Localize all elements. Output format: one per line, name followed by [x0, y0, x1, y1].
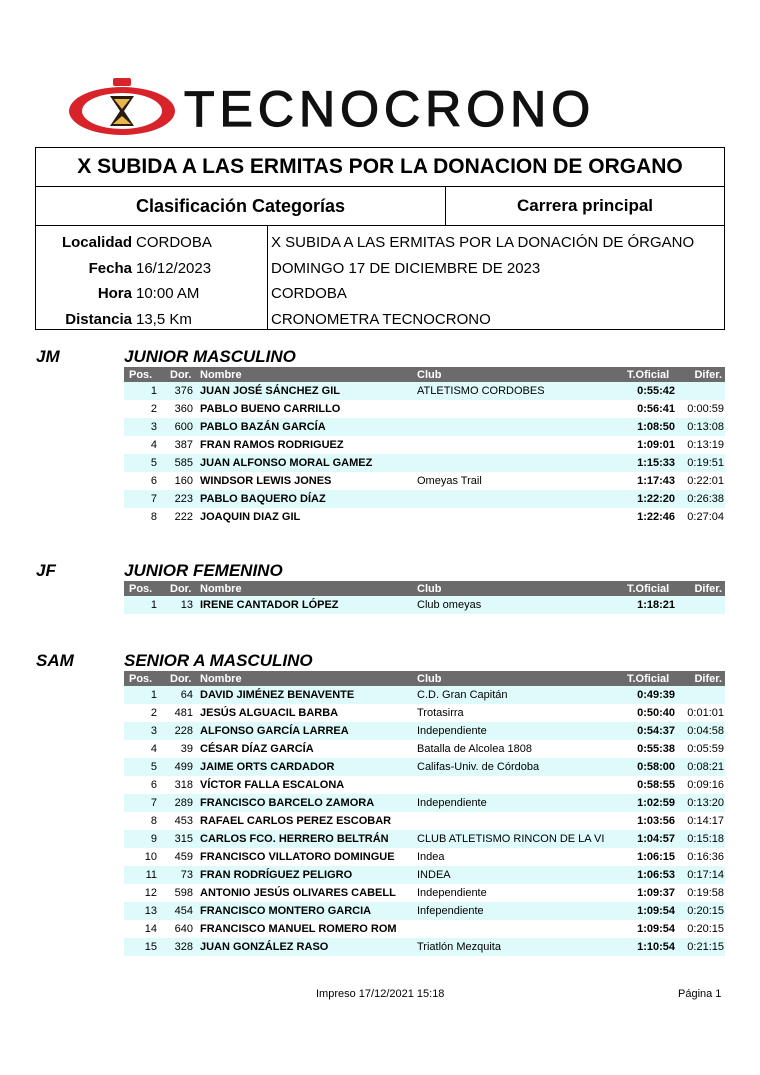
- column-header-club: Club: [417, 672, 442, 685]
- cell-difer: 0:27:04: [687, 511, 724, 523]
- results-table: [124, 581, 725, 614]
- cell-toficial: 0:56:41: [637, 403, 675, 415]
- cell-difer: 0:13:08: [687, 421, 724, 433]
- cell-pos: 9: [150, 833, 157, 845]
- cell-club: ATLETISMO CORDOBES: [417, 385, 545, 397]
- cell-difer: 0:01:01: [687, 707, 724, 719]
- column-header-club: Club: [417, 582, 442, 595]
- race-header: [35, 147, 725, 330]
- cell-pos: 8: [150, 815, 157, 827]
- cell-toficial: 0:50:40: [637, 707, 675, 719]
- cell-club: Independiente: [417, 887, 487, 899]
- cell-club: [417, 436, 617, 454]
- category-name: JUNIOR FEMENINO: [124, 561, 283, 580]
- cell-club: [417, 454, 617, 472]
- cell-pos: 2: [150, 403, 157, 415]
- results-table: [124, 671, 725, 956]
- table-row: [124, 508, 725, 526]
- detail-label: Fecha: [88, 259, 132, 277]
- column-header-dor: Dor.: [170, 672, 192, 685]
- column-header-nombre: Nombre: [200, 368, 242, 381]
- cell-club: [417, 920, 617, 938]
- cell-nombre: JAIME ORTS CARDADOR: [200, 761, 335, 773]
- description-line: DOMINGO 17 DE DICIEMBRE DE 2023: [271, 259, 541, 277]
- cell-toficial: 1:18:21: [637, 599, 675, 611]
- category-code: JM: [36, 347, 60, 366]
- category-name: SENIOR A MASCULINO: [124, 651, 313, 670]
- cell-nombre: PABLO BAQUERO DÍAZ: [200, 493, 326, 505]
- cell-toficial: 1:02:59: [637, 797, 675, 809]
- table-row: [124, 490, 725, 508]
- cell-toficial: 0:58:55: [637, 779, 675, 791]
- table-row: [124, 382, 725, 400]
- cell-toficial: 1:22:46: [637, 511, 675, 523]
- table-row: [124, 704, 725, 722]
- column-header-difer: Difer.: [694, 582, 722, 595]
- table-row: [124, 758, 725, 776]
- column-header-pos: Pos.: [129, 582, 153, 595]
- cell-dor: 459: [174, 851, 193, 863]
- cell-club: Triatlón Mezquita: [417, 941, 501, 953]
- column-header-nombre: Nombre: [200, 672, 242, 685]
- table-row: [124, 884, 725, 902]
- cell-pos: 14: [144, 923, 157, 935]
- cell-pos: 3: [150, 725, 157, 737]
- table-row: [124, 400, 725, 418]
- cell-difer: 0:19:51: [687, 457, 724, 469]
- cell-nombre: FRANCISCO MANUEL ROMERO ROM: [200, 923, 397, 935]
- cell-toficial: 1:10:54: [637, 941, 675, 953]
- cell-toficial: 0:55:38: [637, 743, 675, 755]
- cell-difer: [679, 686, 724, 704]
- table-header: [124, 671, 725, 686]
- cell-dor: 64: [180, 689, 193, 701]
- cell-toficial: 0:54:37: [637, 725, 675, 737]
- description-line: X SUBIDA A LAS ERMITAS POR LA DONACIÓN DE ÓRGANO: [271, 234, 695, 252]
- table-row: [124, 472, 725, 490]
- cell-dor: 223: [174, 493, 193, 505]
- race-details: [36, 226, 268, 329]
- stopwatch-icon: [66, 78, 178, 138]
- cell-club: C.D. Gran Capitán: [417, 689, 508, 701]
- cell-nombre: DAVID JIMÉNEZ BENAVENTE: [200, 689, 355, 701]
- cell-nombre: RAFAEL CARLOS PEREZ ESCOBAR: [200, 815, 392, 827]
- column-header-toficial: T.Oficial: [627, 368, 670, 381]
- race-type: Carrera principal: [516, 196, 654, 215]
- table-row: [124, 920, 725, 938]
- cell-dor: 598: [174, 887, 193, 899]
- cell-dor: 73: [180, 869, 193, 881]
- detail-value: 16/12/2023: [136, 259, 212, 277]
- cell-pos: 4: [150, 439, 157, 451]
- cell-nombre: FRANCISCO BARCELO ZAMORA: [200, 797, 375, 809]
- race-title: X SUBIDA A LAS ERMITAS POR LA DONACION DE ORGANO: [36, 148, 724, 187]
- cell-club: Infependiente: [417, 905, 484, 917]
- cell-dor: 376: [174, 385, 193, 397]
- page-number: Página 1: [678, 988, 722, 1000]
- cell-pos: 13: [144, 905, 157, 917]
- cell-difer: 0:13:19: [687, 439, 724, 451]
- cell-club: [417, 400, 617, 418]
- cell-nombre: JUAN ALFONSO MORAL GAMEZ: [200, 457, 373, 469]
- detail-value: 13,5 Km: [136, 310, 192, 328]
- cell-difer: 0:17:14: [687, 869, 724, 881]
- cell-nombre: FRANCISCO VILLATORO DOMINGUE: [200, 851, 395, 863]
- cell-pos: 6: [150, 779, 157, 791]
- cell-dor: 39: [180, 743, 193, 755]
- cell-nombre: PABLO BAZÁN GARCÍA: [200, 421, 326, 433]
- cell-toficial: 0:55:42: [637, 385, 675, 397]
- column-header-toficial: T.Oficial: [627, 582, 670, 595]
- cell-dor: 289: [174, 797, 193, 809]
- cell-dor: 360: [174, 403, 193, 415]
- category-code: SAM: [36, 651, 74, 670]
- cell-dor: 585: [174, 457, 193, 469]
- cell-dor: 481: [174, 707, 193, 719]
- detail-value: CORDOBA: [136, 234, 212, 252]
- cell-difer: 0:04:58: [687, 725, 724, 737]
- table-row: [124, 722, 725, 740]
- print-timestamp: Impreso 17/12/2021 15:18: [316, 988, 445, 1000]
- cell-pos: 5: [150, 457, 157, 469]
- cell-pos: 12: [144, 887, 157, 899]
- cell-difer: 0:05:59: [687, 743, 724, 755]
- cell-toficial: 1:04:57: [637, 833, 675, 845]
- table-row: [124, 866, 725, 884]
- cell-dor: 315: [174, 833, 193, 845]
- cell-nombre: JUAN JOSÉ SÁNCHEZ GIL: [200, 385, 340, 397]
- table-row: [124, 596, 725, 614]
- cell-club: [417, 776, 617, 794]
- cell-dor: 640: [174, 923, 193, 935]
- cell-dor: 600: [174, 421, 193, 433]
- cell-toficial: 1:09:37: [637, 887, 675, 899]
- table-row: [124, 830, 725, 848]
- cell-toficial: 1:17:43: [637, 475, 675, 487]
- cell-nombre: JESÚS ALGUACIL BARBA: [200, 707, 339, 719]
- cell-toficial: 1:09:01: [637, 439, 675, 451]
- cell-nombre: ALFONSO GARCÍA LARREA: [200, 725, 349, 737]
- cell-nombre: ANTONIO JESÚS OLIVARES CABELL: [200, 887, 396, 899]
- table-row: [124, 436, 725, 454]
- cell-club: [417, 812, 617, 830]
- table-row: [124, 938, 725, 956]
- column-header-pos: Pos.: [129, 368, 153, 381]
- cell-toficial: 1:06:15: [637, 851, 675, 863]
- description-line: CORDOBA: [271, 285, 347, 303]
- cell-difer: 0:08:21: [687, 761, 724, 773]
- cell-difer: 0:16:36: [687, 851, 724, 863]
- cell-toficial: 1:22:20: [637, 493, 675, 505]
- cell-club: Independiente: [417, 797, 487, 809]
- table-row: [124, 902, 725, 920]
- column-header-toficial: T.Oficial: [627, 672, 670, 685]
- cell-nombre: CARLOS FCO. HERRERO BELTRÁN: [200, 833, 389, 845]
- detail-label: Localidad: [61, 234, 132, 252]
- race-description: [268, 226, 724, 329]
- cell-toficial: 1:06:53: [637, 869, 675, 881]
- cell-dor: 328: [174, 941, 193, 953]
- cell-dor: 160: [174, 475, 193, 487]
- cell-pos: 7: [150, 797, 157, 809]
- column-header-difer: Difer.: [694, 672, 722, 685]
- detail-label: Hora: [97, 285, 132, 303]
- cell-dor: 454: [174, 905, 193, 917]
- cell-toficial: 1:08:50: [637, 421, 675, 433]
- cell-nombre: PABLO BUENO CARRILLO: [200, 403, 341, 415]
- cell-toficial: 1:15:33: [637, 457, 675, 469]
- cell-pos: 4: [150, 743, 157, 755]
- cell-difer: 0:20:15: [687, 905, 724, 917]
- cell-club: Independiente: [417, 725, 487, 737]
- cell-difer: 0:14:17: [687, 815, 724, 827]
- column-header-nombre: Nombre: [200, 582, 242, 595]
- cell-difer: 0:15:18: [687, 833, 724, 845]
- cell-club: Club omeyas: [417, 599, 482, 611]
- table-row: [124, 454, 725, 472]
- cell-nombre: FRANCISCO MONTERO GARCIA: [200, 905, 372, 917]
- cell-club: Indea: [417, 851, 445, 863]
- cell-pos: 7: [150, 493, 157, 505]
- cell-club: [417, 490, 617, 508]
- cell-club: [417, 418, 617, 436]
- table-header: [124, 581, 725, 596]
- table-header: [124, 367, 725, 382]
- cell-toficial: 1:09:54: [637, 923, 675, 935]
- table-row: [124, 740, 725, 758]
- cell-club: [417, 508, 617, 526]
- cell-toficial: 0:58:00: [637, 761, 675, 773]
- cell-nombre: JUAN GONZÁLEZ RASO: [200, 941, 329, 953]
- table-row: [124, 418, 725, 436]
- cell-club: Trotasirra: [417, 707, 464, 719]
- cell-pos: 8: [150, 511, 157, 523]
- logo-text: TECNOCRONO: [184, 81, 596, 137]
- column-header-dor: Dor.: [170, 582, 192, 595]
- column-header-pos: Pos.: [129, 672, 153, 685]
- cell-club: Omeyas Trail: [417, 475, 482, 487]
- cell-nombre: JOAQUIN DIAZ GIL: [200, 511, 301, 523]
- cell-toficial: 1:09:54: [637, 905, 675, 917]
- cell-dor: 387: [174, 439, 193, 451]
- cell-nombre: WINDSOR LEWIS JONES: [200, 475, 332, 487]
- category-name: JUNIOR MASCULINO: [124, 347, 296, 366]
- cell-nombre: FRAN RODRÍGUEZ PELIGRO: [200, 869, 353, 881]
- cell-difer: 0:26:38: [687, 493, 724, 505]
- cell-difer: 0:13:20: [687, 797, 724, 809]
- column-header-club: Club: [417, 368, 442, 381]
- category-code: JF: [36, 561, 56, 580]
- cell-toficial: 0:49:39: [637, 689, 675, 701]
- cell-pos: 11: [145, 869, 157, 881]
- cell-dor: 318: [174, 779, 193, 791]
- cell-club: INDEA: [417, 869, 451, 881]
- cell-dor: 228: [174, 725, 193, 737]
- cell-pos: 5: [150, 761, 157, 773]
- cell-dor: 499: [174, 761, 193, 773]
- cell-difer: 0:00:59: [687, 403, 724, 415]
- tecnocrono-logo: [66, 78, 696, 138]
- table-row: [124, 686, 725, 704]
- cell-dor: 13: [180, 599, 193, 611]
- cell-club: CLUB ATLETISMO RINCON DE LA VI: [417, 833, 605, 845]
- results-table: [124, 367, 725, 526]
- cell-difer: [679, 596, 724, 614]
- cell-pos: 6: [150, 475, 157, 487]
- classification-title: Clasificación Categorías: [36, 187, 446, 225]
- cell-difer: [679, 382, 724, 400]
- column-header-dor: Dor.: [170, 368, 192, 381]
- table-row: [124, 794, 725, 812]
- detail-value: 10:00 AM: [136, 285, 200, 303]
- table-row: [124, 848, 725, 866]
- cell-pos: 1: [150, 689, 157, 701]
- column-header-difer: Difer.: [694, 368, 722, 381]
- cell-nombre: VÍCTOR FALLA ESCALONA: [200, 779, 345, 791]
- cell-pos: 10: [144, 851, 157, 863]
- cell-dor: 222: [174, 511, 193, 523]
- cell-club: Califas-Univ. de Córdoba: [417, 761, 540, 773]
- cell-pos: 15: [144, 941, 157, 953]
- cell-toficial: 1:03:56: [637, 815, 675, 827]
- table-row: [124, 776, 725, 794]
- cell-difer: 0:19:58: [687, 887, 724, 899]
- description-line: CRONOMETRA TECNOCRONO: [271, 310, 491, 328]
- detail-label: Distancia: [65, 310, 132, 328]
- cell-difer: 0:22:01: [687, 475, 724, 487]
- cell-difer: 0:21:15: [687, 941, 724, 953]
- cell-difer: 0:09:16: [687, 779, 724, 791]
- table-row: [124, 812, 725, 830]
- cell-pos: 1: [150, 385, 157, 397]
- cell-pos: 3: [150, 421, 157, 433]
- cell-difer: 0:20:15: [687, 923, 724, 935]
- cell-nombre: IRENE CANTADOR LÓPEZ: [200, 599, 339, 611]
- cell-club: Batalla de Alcolea 1808: [417, 743, 532, 755]
- cell-nombre: CÉSAR DÍAZ GARCÍA: [200, 743, 314, 755]
- cell-pos: 1: [150, 599, 157, 611]
- cell-pos: 2: [150, 707, 157, 719]
- cell-dor: 453: [174, 815, 193, 827]
- cell-nombre: FRAN RAMOS RODRIGUEZ: [200, 439, 344, 451]
